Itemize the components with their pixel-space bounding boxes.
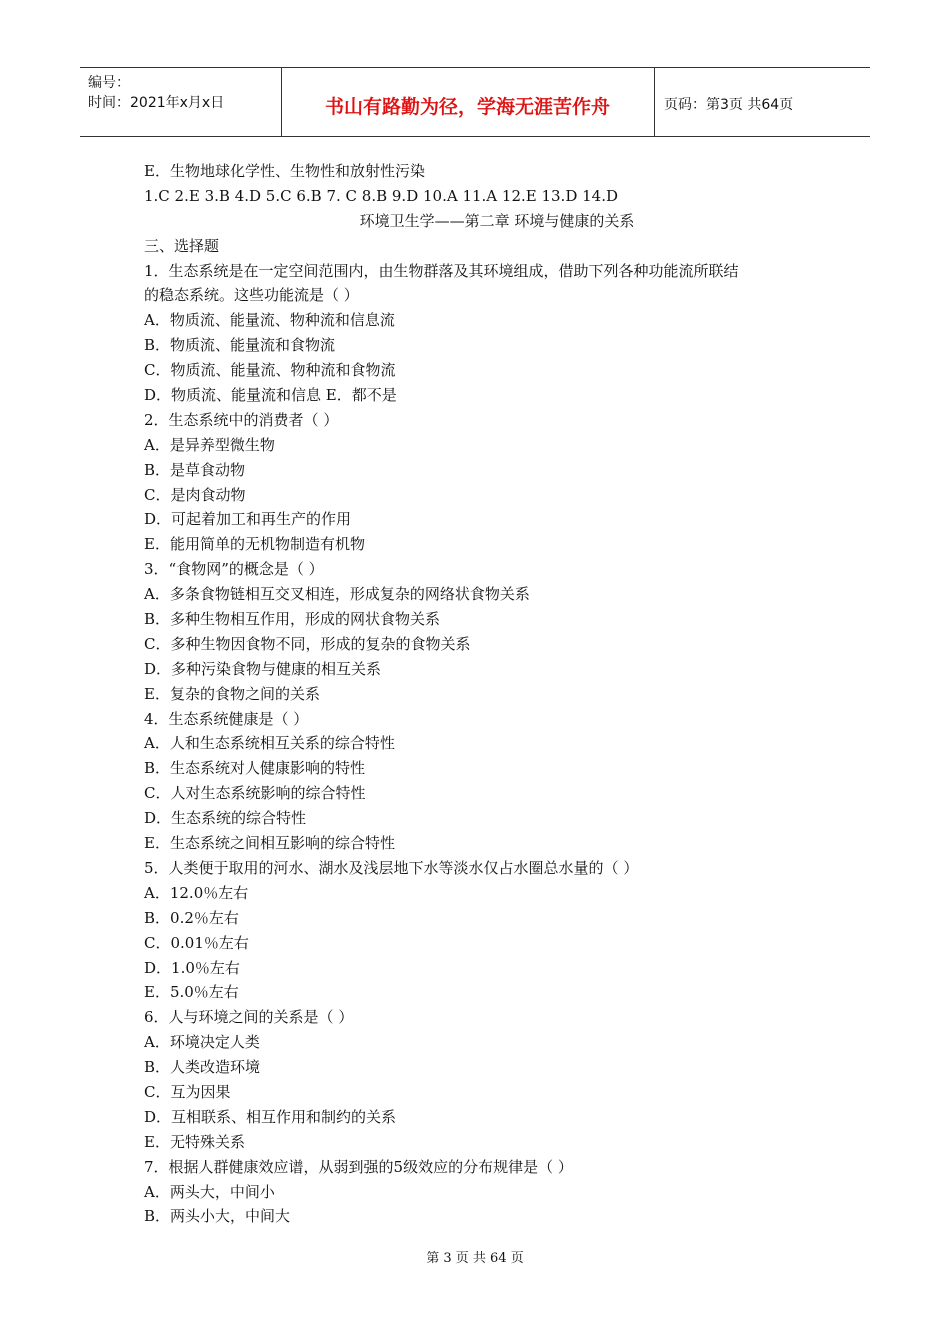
option: D．可起着加工和再生产的作用 — [144, 510, 352, 529]
question-6: 6．人与环境之间的关系是（ ） — [144, 1008, 354, 1027]
option: E．无特殊关系 — [144, 1132, 245, 1151]
option: C．0.01％左右 — [144, 933, 249, 952]
option: E．5.0％左右 — [144, 983, 239, 1002]
option: A．人和生态系统相互关系的综合特性 — [144, 734, 395, 753]
option: A．12.0％左右 — [144, 883, 249, 902]
option: A．多条食物链相互交叉相连，形成复杂的网络状食物关系 — [144, 585, 530, 604]
option: B．两头小大，中间大 — [144, 1207, 291, 1226]
option: E．复杂的食物之间的关系 — [144, 684, 320, 703]
header-page-cell — [655, 68, 870, 136]
option: D．生态系统的综合特性 — [144, 809, 307, 828]
option: D．多种污染食物与健康的相互关系 — [144, 659, 382, 678]
option: D．物质流、能量流和信息 E．都不是 — [144, 386, 397, 405]
header-motto-cell — [281, 68, 655, 136]
option: A．环境决定人类 — [144, 1033, 260, 1052]
question-1: 1．生态系统是在一定空间范围内，由生物群落及其环境组成，借助下列各种功能流所联结 — [144, 261, 739, 280]
motto: 书山有路勤为径，学海无涯苦作舟 — [324, 96, 610, 118]
option: B．0.2％左右 — [144, 908, 239, 927]
option: B．人类改造环境 — [144, 1058, 261, 1077]
option: D．1.0％左右 — [144, 958, 240, 977]
option: E．生态系统之间相互影响的综合特性 — [144, 834, 395, 853]
document-body — [144, 159, 824, 1229]
header-info-cell — [80, 68, 282, 136]
chapter-title: 环境卫生学——第二章 环境与健康的关系 — [359, 211, 635, 230]
option: A．是异养型微生物 — [144, 435, 275, 454]
page-code: 页码：第3页 共64页 — [664, 97, 794, 113]
option: B．生态系统对人健康影响的特性 — [144, 759, 366, 778]
question-3: 3．“食物网”的概念是（ ） — [144, 560, 324, 579]
section-heading: 三、选择题 — [144, 236, 220, 255]
number-label: 编号： — [88, 75, 130, 91]
question-1-cont: 的稳态系统。这些功能流是（ ） — [144, 286, 359, 305]
option: C．互为因果 — [144, 1082, 231, 1101]
question-5: 5．人类便于取用的河水、湖水及浅层地下水等淡水仅占水圈总水量的（ ） — [144, 858, 639, 877]
option: A．两头大，中间小 — [144, 1182, 275, 1201]
option: C．人对生态系统影响的综合特性 — [144, 784, 366, 803]
option: C．物质流、能量流、物种流和食物流 — [144, 361, 396, 380]
question-7: 7．根据人群健康效应谱，从弱到强的5级效应的分布规律是（ ） — [144, 1157, 573, 1176]
option: C．是肉食动物 — [144, 485, 246, 504]
page-header — [80, 67, 870, 137]
option: D．互相联系、相互作用和制约的关系 — [144, 1107, 397, 1126]
option: B．物质流、能量流和食物流 — [144, 336, 336, 355]
option: E．能用简单的无机物制造有机物 — [144, 535, 365, 554]
question-4: 4．生态系统健康是（ ） — [144, 709, 309, 728]
option: B．多种生物相互作用，形成的网状食物关系 — [144, 610, 441, 629]
question-2: 2．生态系统中的消费者（ ） — [144, 410, 339, 429]
option: A．物质流、能量流、物种流和信息流 — [144, 311, 395, 330]
page-footer: 第 3 页 共 64 页 — [426, 1251, 524, 1266]
answer-key: 1.C 2.E 3.B 4.D 5.C 6.B 7. C 8.B 9.D 10.A 11.A 12.E 13.D 14.D — [144, 186, 619, 205]
option: B．是草食动物 — [144, 460, 246, 479]
text-line: E．生物地球化学性、生物性和放射性污染 — [144, 162, 425, 180]
option: C．多种生物因食物不同，形成的复杂的食物关系 — [144, 634, 471, 653]
date-label: 时间：2021年x月x日 — [88, 95, 225, 111]
